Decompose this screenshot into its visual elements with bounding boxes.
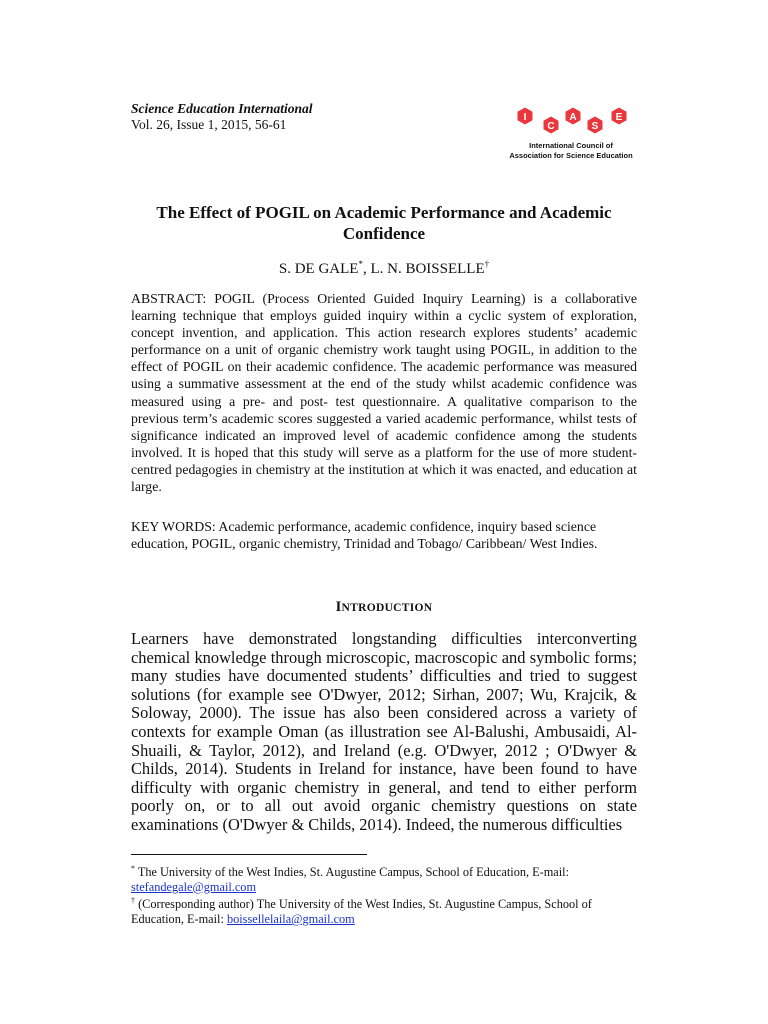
journal-name: Science Education International — [131, 101, 313, 116]
logo-org-line2: Association for Science Education — [509, 151, 633, 160]
footnote-1-mark: * — [131, 864, 135, 873]
introduction-heading — [120, 599, 648, 616]
logo-letter-i: I — [523, 112, 527, 123]
paper-authors — [120, 255, 648, 278]
journal-header — [131, 101, 313, 133]
footnote-2-mark: † — [131, 896, 135, 906]
footnote-divider — [131, 854, 367, 855]
author-separator: , — [362, 261, 371, 277]
footnote-1 — [131, 862, 637, 894]
logo-letter-c: C — [547, 121, 555, 132]
abstract-paragraph: ABSTRACT: POGIL (Process Oriented Guided Inquiry Learning) is a collaborative learning technique that employs guided inquiry within a cyclic system of exploration, concept invention, and application. This action research explores students’ academic performance on a unit of organic chemistry work taught using POGIL, in addition to the effect of POGIL on their academic confidence. The academic performance was measured using a summative assessment at the end of the study whilst academic confidence was measured using a pre- and post- test questionnaire. A qualitative comparison to the previous term’s academic scores suggested a varied academic performance, whilst tests of significance indicated an improved level of academic confidence among the students involved. It is hoped that this study will serve as a platform for the use of more student-centred pedagogies in chemistry at the institution at which it was enacted, and education at large. — [131, 291, 637, 495]
footnote-1-text: The University of the West Indies, St. Augustine Campus, School of Education, E-mail: — [135, 865, 570, 880]
logo-letter-a: A — [569, 112, 577, 123]
introduction-heading-rest: NTRODUCTION — [341, 602, 433, 614]
author-2: L. N. BOISSELLE — [370, 261, 485, 277]
footnote-2-text: (Corresponding author) The University of the West Indies, St. Augustine Campus, School of Education, E-mail: — [131, 897, 592, 926]
author-2-mark: † — [484, 259, 490, 269]
logo-org-line1: International Council of — [529, 141, 613, 150]
icase-hexagons-icon — [505, 102, 637, 142]
introduction-heading-initial: I — [335, 599, 342, 615]
logo-letter-s: S — [591, 121, 599, 132]
logo-letter-e: E — [615, 112, 623, 123]
footnote-1-email-link[interactable]: stefandegale@gmail.com — [131, 879, 257, 894]
icase-logo — [505, 102, 637, 164]
footnotes — [131, 862, 637, 927]
paper-title: The Effect of POGIL on Academic Performance and Academic Confidence — [156, 203, 612, 243]
author-1-mark: * — [358, 259, 363, 269]
keywords-paragraph: KEY WORDS: Academic performance, academic confidence, inquiry based science education, POGIL, organic chemistry, Trinidad and Tobago/ Caribbean/ West Indies. — [131, 519, 598, 552]
author-1: S. DE GALE — [278, 261, 359, 277]
logo-organization-name — [505, 141, 637, 161]
footnote-2-email-link[interactable]: boissellelaila@gmail.com — [226, 911, 355, 926]
journal-volume: Vol. 26, Issue 1, 2015, 56-61 — [131, 117, 287, 132]
introduction-paragraph: Learners have demonstrated longstanding difficulties interconverting chemical knowledge through microscopic, macroscopic and symbolic forms; many studies have documented students’ difficulties and tried to suggest solutions (for example see O'Dwyer, 2012; Sirhan, 2007; Wu, Krajcik, & Soloway, 2000). The issue has also been considered across a variety of contexts for example Oman (as illustration see Al-Balushi, Ambusaidi, Al-Shuaili, & Taylor, 2012), and Ireland (e.g. O'Dwyer, 2012 ; O'Dwyer & Childs, 2014). Students in Ireland for instance, have been found to have difficulty with organic chemistry in general, and tend to either perform poorly on, or to all out avoid organic chemistry questions on state examinations (O'Dwyer & Childs, 2014). Indeed, the numerous difficulties — [131, 629, 637, 834]
footnote-2 — [131, 894, 637, 926]
